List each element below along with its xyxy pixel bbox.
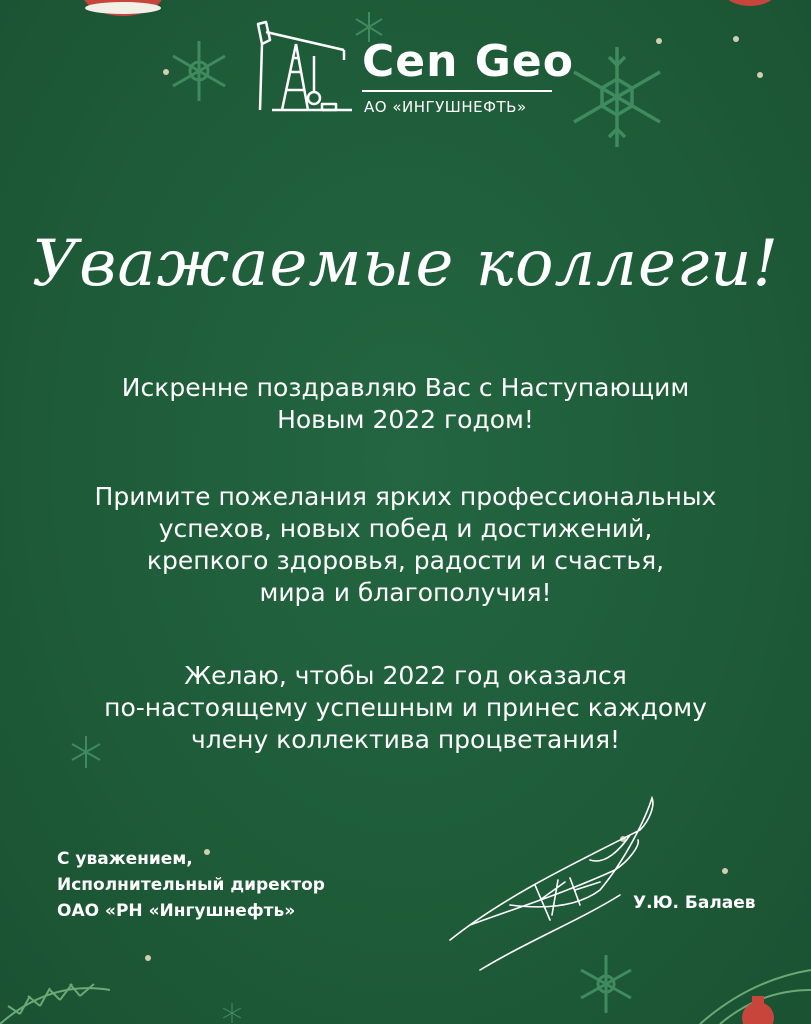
text-line: мира и благополучия! [259, 578, 552, 607]
logo-divider [362, 90, 552, 92]
text-line: по-настоящему успешным и принес каждому [104, 693, 707, 722]
text-line: Примите пожелания ярких профессиональных [94, 482, 717, 511]
text-line: крепкого здоровья, радости и счастья, [146, 546, 665, 575]
decor-dot [145, 955, 151, 961]
snowflake-icon [166, 38, 232, 104]
logo-subtitle: АО «ИНГУШНЕФТЬ» [364, 98, 527, 116]
greeting-paragraph [40, 372, 771, 436]
ornament-ball-top-right-icon [720, 0, 780, 10]
company-logo [252, 20, 574, 120]
snowflake-icon [212, 1002, 252, 1024]
sig-line: Исполнительный директор [57, 875, 325, 895]
signature-block [57, 846, 325, 924]
text-line: Новым 2022 годом! [277, 405, 534, 434]
closing-paragraph [40, 660, 771, 756]
ornament-bottom-right-icon [690, 960, 811, 1024]
handwritten-signature [440, 790, 670, 980]
snowflake-icon [563, 43, 671, 151]
text-line: Желаю, чтобы 2022 год оказался [184, 661, 627, 690]
text-line: члену коллектива процветания! [190, 725, 621, 754]
decor-dot [722, 868, 728, 874]
fir-branch-bottom-left-icon [0, 950, 140, 1024]
text-line: Искренне поздравляю Вас с Наступающим [121, 373, 690, 402]
sig-line: ОАО «РН «Ингушнефть» [57, 901, 296, 921]
decor-dot [163, 69, 169, 75]
logo-brand: Cen Geo [362, 36, 574, 87]
decor-dot [656, 38, 662, 44]
signer-name: У.Ю. Балаев [633, 893, 756, 913]
ornament-ball-top-icon [78, 0, 168, 20]
decor-dot [757, 72, 763, 78]
headline: Уважаемые коллеги! [31, 227, 780, 301]
sig-line: С уважением, [57, 849, 193, 869]
oil-pump-icon [252, 20, 352, 120]
wishes-paragraph [40, 481, 771, 609]
text-line: успехов, новых побед и достижений, [158, 514, 653, 543]
decor-dot [733, 36, 739, 42]
